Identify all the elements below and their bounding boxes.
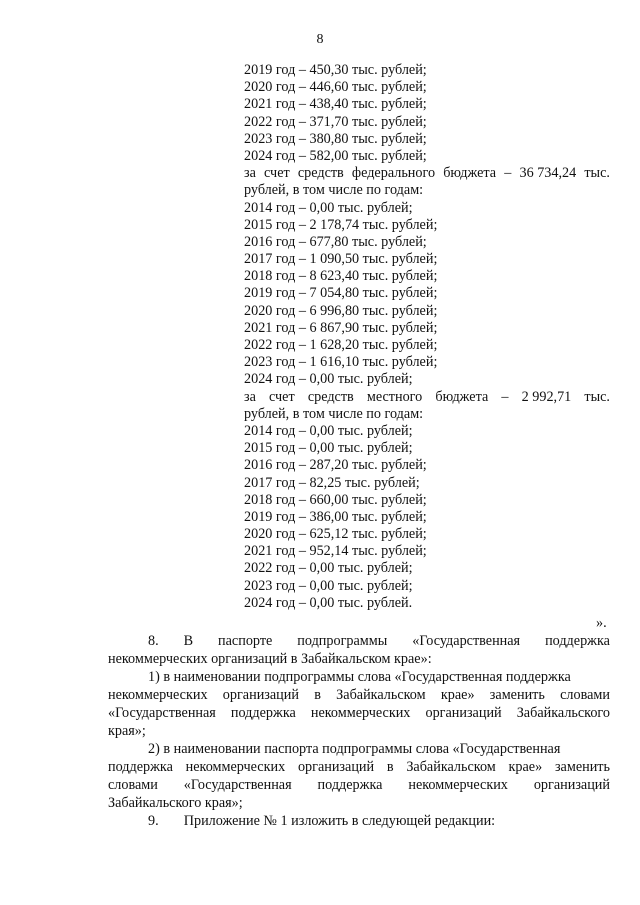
word: за [244, 388, 256, 405]
local-year-line: 2024 год – 0,00 тыс. рублей. [244, 594, 413, 611]
page-number: 8 [316, 32, 324, 47]
word: бюджета [435, 388, 489, 405]
item-8-sub1-line1: 1) в наименовании подпрограммы слова «Государственная поддержка [148, 669, 571, 685]
word: – [504, 165, 512, 182]
word: организаций [297, 759, 375, 775]
word: счет [264, 165, 290, 182]
closing-quote: ». [596, 615, 607, 631]
word: «Государственная [183, 777, 292, 793]
word: в [386, 759, 394, 775]
item-9 [108, 812, 610, 830]
item-8-sub1-line4: края»; [108, 723, 146, 739]
local-year-line: 2021 год – 952,14 тыс. рублей; [244, 543, 427, 560]
local-year-line: 2019 год – 386,00 тыс. рублей; [244, 508, 427, 525]
word: организаций [222, 687, 299, 703]
regional-year-line: 2023 год – 380,80 тыс. рублей; [244, 130, 427, 147]
federal-year-line: 2021 год – 6 867,90 тыс. рублей; [244, 319, 438, 336]
item-8-sub2-line1: 2) в наименовании паспорта подпрограммы слова «Государственная [148, 741, 561, 757]
word: некоммерческих [108, 687, 208, 703]
word: Забайкальского [516, 705, 610, 721]
word: – [501, 388, 509, 405]
word: 2 992,71 [521, 388, 572, 405]
federal-budget-years [244, 200, 610, 389]
word: подпрограммы [297, 633, 388, 649]
word: поддержка [108, 759, 173, 775]
local-year-line: 2023 год – 0,00 тыс. рублей; [244, 577, 413, 594]
word: 8. [148, 633, 159, 649]
item-8-sub1-line2 [108, 686, 610, 704]
federal-year-line: 2023 год – 1 616,10 тыс. рублей; [244, 354, 438, 371]
federal-year-line: 2017 год – 1 090,50 тыс. рублей; [244, 251, 438, 268]
local-budget-years [244, 423, 610, 612]
word: бюджета [443, 165, 497, 182]
federal-budget-intro-cont: рублей, в том числе по годам: [244, 182, 424, 199]
word: организаций [533, 777, 610, 793]
budget-breakdown [244, 62, 610, 612]
federal-year-line: 2014 год – 0,00 тыс. рублей; [244, 199, 413, 216]
local-budget-intro-cont: рублей, в том числе по годам: [244, 405, 424, 422]
regional-year-line: 2024 год – 582,00 тыс. рублей; [244, 147, 427, 164]
local-year-line: 2016 год – 287,20 тыс. рублей; [244, 457, 427, 474]
regional-year-line: 2022 год – 371,70 тыс. рублей; [244, 113, 427, 130]
federal-year-line: 2020 год – 6 996,80 тыс. рублей; [244, 302, 438, 319]
word: словами [560, 687, 610, 703]
item-8 [108, 632, 610, 830]
local-year-line: 2022 год – 0,00 тыс. рублей; [244, 560, 413, 577]
word: заменить [554, 759, 610, 775]
item-8-heading-cont: некоммерческих организаций в Забайкальском крае»: [108, 651, 432, 667]
word: некоммерческих [185, 759, 286, 775]
word: «Государственная [108, 705, 216, 721]
item-8-sub2-line3 [108, 776, 610, 794]
word: «Государственная [412, 633, 521, 649]
word: средств [297, 165, 344, 182]
word: крае» [508, 759, 543, 775]
word: в [314, 687, 321, 703]
word: Забайкальском [406, 759, 496, 775]
word: паспорте [218, 633, 273, 649]
federal-year-line: 2024 год – 0,00 тыс. рублей; [244, 371, 413, 388]
item-8-sub2-line4: Забайкальского края»; [108, 795, 243, 811]
regional-year-line: 2019 год – 450,30 тыс. рублей; [244, 62, 427, 78]
word: организаций [425, 705, 502, 721]
item-8-sub1-line3 [108, 704, 610, 722]
regional-budget-tail [244, 62, 610, 165]
local-year-line: 2018 год – 660,00 тыс. рублей; [244, 491, 427, 508]
item-8-sub2-line2 [108, 758, 610, 776]
item-9-text: Приложение № 1 изложить в следующей редакции: [183, 813, 496, 829]
word: средств [307, 388, 354, 405]
word: словами [108, 777, 158, 793]
word: 36 734,24 [519, 165, 577, 182]
word: поддержка [545, 633, 610, 649]
word: крае» [440, 687, 475, 703]
federal-year-line: 2019 год – 7 054,80 тыс. рублей; [244, 285, 438, 302]
item-8-heading [108, 632, 610, 650]
word: заменить [489, 687, 545, 703]
federal-year-line: 2018 год – 8 623,40 тыс. рублей; [244, 268, 438, 285]
word: тыс. [584, 165, 610, 182]
item-9-number: 9. [148, 813, 159, 829]
word: Забайкальском [336, 687, 426, 703]
local-year-line: 2017 год – 82,25 тыс. рублей; [244, 474, 420, 491]
word: федерального [351, 165, 436, 182]
word: поддержка [230, 705, 296, 721]
federal-year-line: 2022 год – 1 628,20 тыс. рублей; [244, 337, 438, 353]
word: некоммерческих [408, 777, 508, 793]
word: некоммерческих [310, 705, 411, 721]
local-year-line: 2014 год – 0,00 тыс. рублей; [244, 422, 413, 439]
federal-year-line: 2015 год – 2 178,74 тыс. рублей; [244, 216, 438, 233]
federal-year-line: 2016 год – 677,80 тыс. рублей; [244, 233, 427, 250]
regional-year-line: 2020 год – 446,60 тыс. рублей; [244, 79, 427, 96]
word: местного [366, 388, 423, 405]
local-year-line: 2015 год – 0,00 тыс. рублей; [244, 440, 413, 457]
local-budget-intro [244, 389, 610, 406]
word: счет [269, 388, 295, 405]
word: поддержка [317, 777, 383, 793]
word: за [244, 165, 256, 182]
word: тыс. [584, 388, 610, 405]
word: В [183, 633, 194, 649]
regional-year-line: 2021 год – 438,40 тыс. рублей; [244, 96, 427, 113]
federal-budget-intro [244, 165, 610, 182]
local-year-line: 2020 год – 625,12 тыс. рублей; [244, 526, 427, 543]
